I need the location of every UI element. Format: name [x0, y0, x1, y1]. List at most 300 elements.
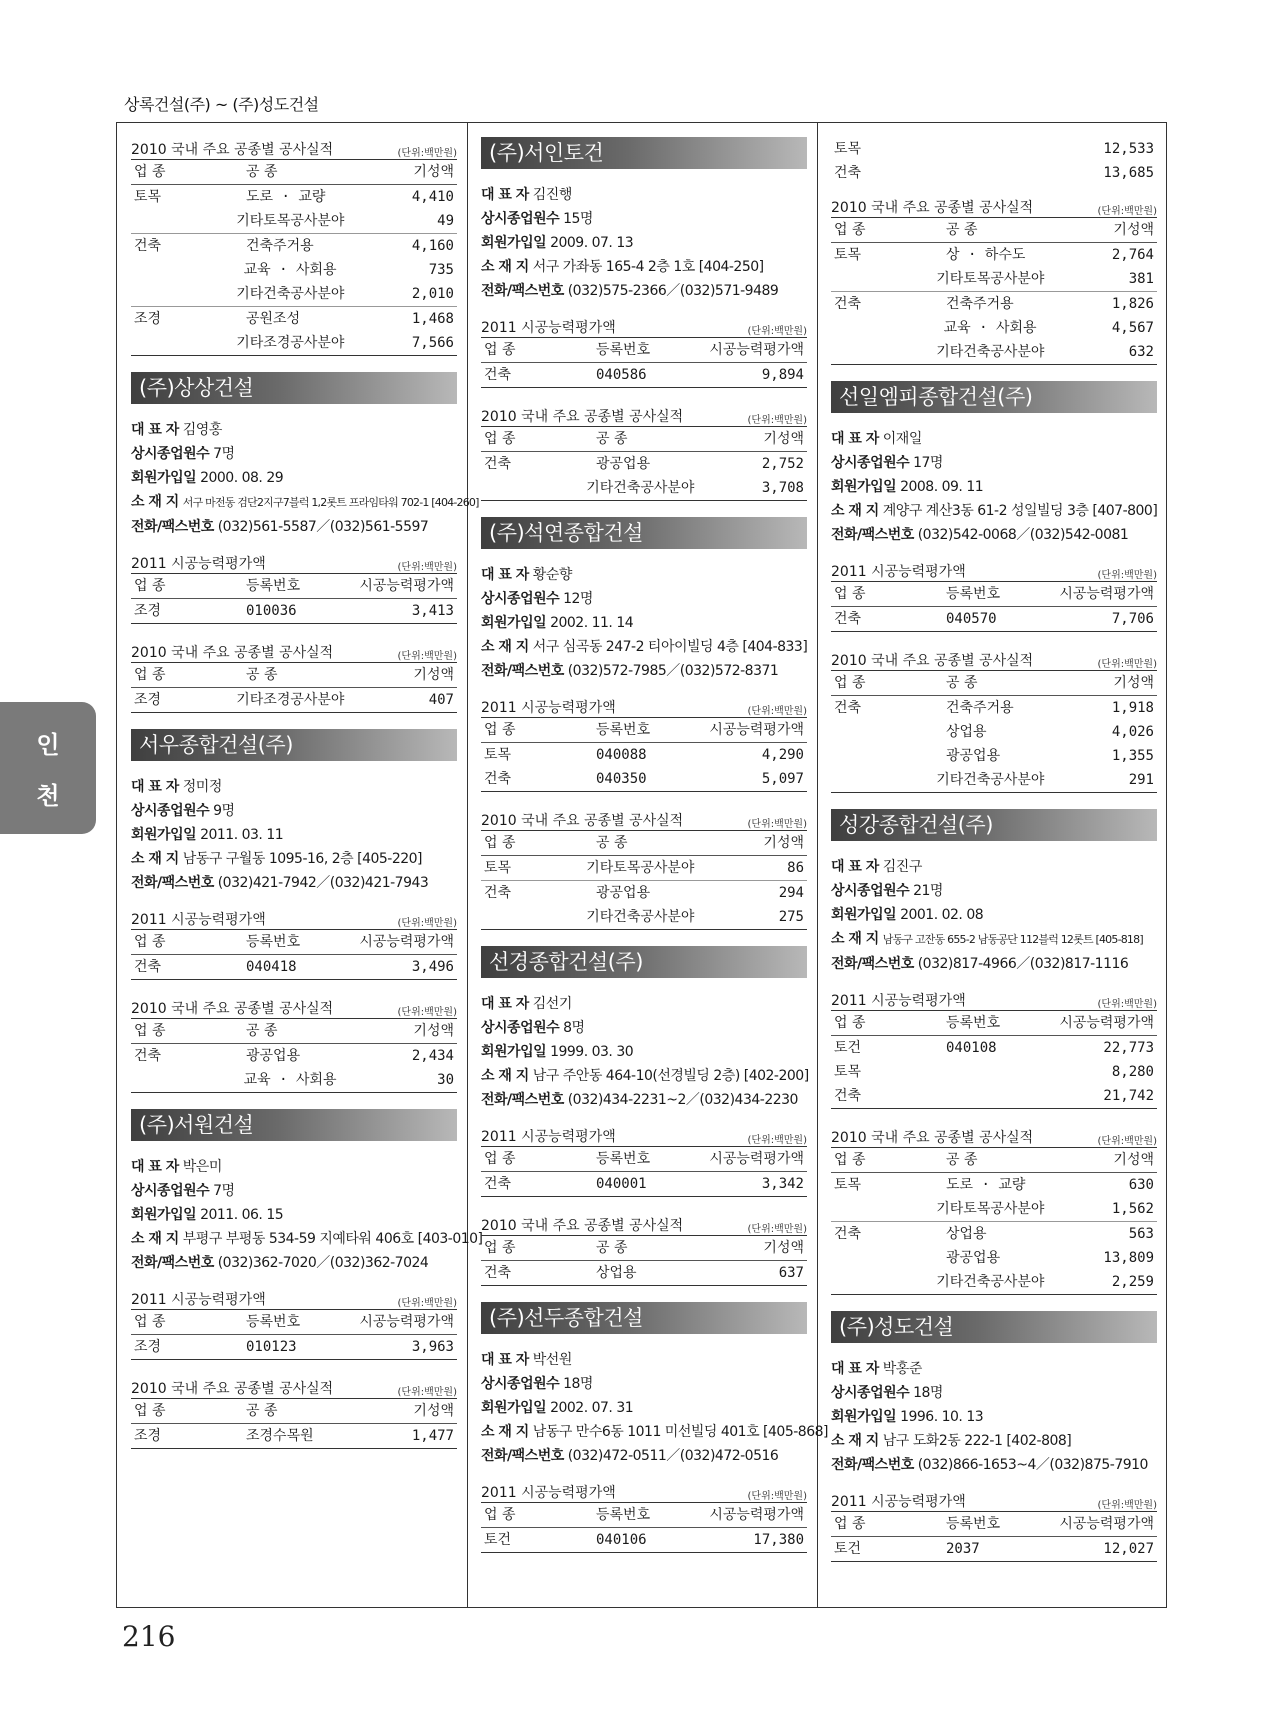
cell-amount: 9,894: [761, 367, 804, 383]
table-row: [131, 1068, 457, 1093]
cell-value: 광공업용: [246, 1048, 301, 1064]
unit-label: (단위:백만원): [397, 1007, 457, 1018]
cell-amount: 3,342: [761, 1176, 804, 1192]
table-row: [131, 1424, 457, 1449]
cell-amount: 13,809: [1103, 1250, 1154, 1266]
performance-table: [131, 137, 457, 356]
column-header: 공 종: [946, 222, 978, 238]
cell-value: 상업용: [946, 1226, 987, 1242]
performance-table: [831, 195, 1157, 365]
column-header: 업 종: [134, 578, 166, 594]
column-header: 기성액: [763, 1240, 804, 1256]
table-title: [481, 404, 807, 427]
cell-amount: 407: [428, 692, 454, 708]
column-header: 업 종: [834, 1152, 866, 1168]
table-title-text: 2011 시공능력평가액: [131, 556, 266, 572]
table-title-text: 2010 국내 주요 공종별 공사실적: [131, 142, 334, 158]
info-staff: [831, 879, 1157, 903]
table-header-row: [131, 1019, 457, 1044]
cell-type: [481, 905, 586, 929]
performance-table: [831, 648, 1157, 793]
info-label: 전화/팩스번호: [131, 1255, 214, 1271]
info-joined: [831, 1405, 1157, 1429]
info-rep: [831, 427, 1157, 451]
info-joined: [831, 903, 1157, 927]
info-addr: [481, 635, 807, 659]
cell-value: 광공업용: [946, 748, 1001, 764]
table-row: [831, 744, 1157, 768]
column-header: 업 종: [834, 1015, 866, 1031]
cell-amount: 13,685: [1103, 165, 1154, 181]
table-title: [481, 1124, 807, 1147]
column-3: [831, 137, 1157, 1578]
info-joined: [481, 611, 807, 635]
table-row: [481, 452, 807, 476]
column-header: 업 종: [834, 222, 866, 238]
company-name: (주)상상건설: [131, 372, 457, 404]
table-title: [131, 137, 457, 160]
table-row: [831, 720, 1157, 744]
info-label: 소 재 지: [831, 503, 879, 519]
column-header: 등록번호: [946, 1516, 1001, 1532]
cell-type: 토목: [834, 1177, 862, 1193]
info-label: 대 표 자: [481, 996, 529, 1012]
info-staff: [831, 451, 1157, 475]
table-row: [831, 1084, 1157, 1109]
company-entry: [831, 1311, 1157, 1562]
info-rep: [831, 855, 1157, 879]
company-info: [131, 1155, 483, 1275]
info-label: 상시종업원수: [481, 211, 560, 227]
company-info: [131, 418, 479, 539]
info-value: 8명: [563, 1020, 585, 1036]
company-name: 서우종합건설(주): [131, 729, 457, 761]
info-joined: [131, 823, 457, 847]
cell-type: 건축: [834, 611, 862, 627]
column-header: 공 종: [246, 164, 278, 180]
info-staff: [131, 442, 457, 466]
cell-value: 도로 · 교량: [246, 189, 326, 205]
cell-type: 토목: [484, 860, 512, 876]
table-row: [831, 1537, 1157, 1562]
column-header: 업 종: [134, 1023, 166, 1039]
company-entry: [831, 809, 1157, 1295]
table-row: [131, 1335, 457, 1360]
table-title: [831, 1125, 1157, 1148]
info-rep: [831, 1357, 1157, 1381]
cell-amount: 3,496: [411, 959, 454, 975]
table-row: [831, 292, 1157, 316]
info-value: 남구 도화2동 222-1 [402-808]: [882, 1433, 1072, 1449]
table-title-text: 2010 국내 주요 공종별 공사실적: [481, 813, 684, 829]
cell-amount: 49: [437, 213, 454, 229]
content-frame: [116, 122, 1167, 1608]
cell-type: 조경: [134, 311, 162, 327]
capacity-table: [131, 1287, 457, 1360]
info-label: 소 재 지: [131, 851, 179, 867]
cell-type: 조경: [134, 1428, 162, 1444]
table-header-row: [481, 1503, 807, 1528]
info-addr: [131, 847, 457, 871]
table-row: [831, 137, 1157, 161]
table-title-text: 2010 국내 주요 공종별 공사실적: [481, 409, 684, 425]
info-rep: [481, 183, 807, 207]
table-title: [131, 907, 457, 930]
cell-value: 040108: [946, 1040, 997, 1056]
cell-type: [131, 258, 244, 282]
cell-amount: 4,290: [761, 747, 804, 763]
column-header: 기성액: [1113, 222, 1154, 238]
cell-amount: 291: [1128, 772, 1154, 788]
company-entry: [131, 372, 479, 713]
cell-amount: 275: [778, 909, 804, 925]
table-header-row: [481, 338, 807, 363]
cell-value: 기타건축공사분야: [936, 1274, 1045, 1290]
cell-amount: 1,477: [411, 1428, 454, 1444]
table-row: [831, 1060, 1157, 1084]
cell-amount: 2,752: [761, 456, 804, 472]
cell-value: 기타토목공사분야: [936, 1201, 1045, 1217]
table-header-row: [481, 1147, 807, 1172]
info-phone: [131, 515, 457, 539]
info-label: 회원가입일: [831, 907, 897, 923]
info-label: 대 표 자: [481, 1352, 529, 1368]
info-rep: [131, 775, 457, 799]
table-row: [481, 1172, 807, 1197]
table-row: [831, 768, 1157, 793]
cell-type: [831, 720, 946, 744]
cell-type: [481, 476, 586, 500]
column-header: 업 종: [484, 722, 516, 738]
table-row: [131, 955, 457, 980]
table-title-text: 2011 시공능력평가액: [481, 1129, 616, 1145]
cell-value: [946, 161, 1034, 185]
cell-amount: 294: [778, 885, 804, 901]
info-label: 회원가입일: [481, 615, 547, 631]
cell-value: 교육 · 사회용: [243, 262, 337, 278]
table-title-text: 2010 국내 주요 공종별 공사실적: [131, 1001, 334, 1017]
table-title: [131, 996, 457, 1019]
column-header: 업 종: [134, 164, 166, 180]
info-value: 남구 주안동 464-10(선경빌딩 2층) [402-200]: [532, 1068, 809, 1084]
cell-amount: 563: [1128, 1226, 1154, 1242]
info-label: 상시종업원수: [481, 591, 560, 607]
cell-value: 기타토목공사분야: [936, 271, 1045, 287]
cell-amount: 12,533: [1103, 141, 1154, 157]
table-row: [131, 234, 457, 258]
cell-value: 건축주거용: [946, 700, 1014, 716]
table-title: [481, 1213, 807, 1236]
info-value: 1999. 03. 30: [550, 1044, 634, 1060]
table-title: [831, 1489, 1157, 1512]
performance-table: [481, 1213, 807, 1286]
cell-amount: 30: [437, 1072, 454, 1088]
info-phone: [831, 952, 1157, 976]
cell-value: 기타토목공사분야: [586, 860, 695, 876]
info-label: 회원가입일: [831, 1409, 897, 1425]
column-divider: [817, 123, 818, 1607]
column-header: 기성액: [763, 431, 804, 447]
info-rep: [481, 563, 807, 587]
performance-table: [131, 640, 457, 713]
info-value: 2009. 07. 13: [550, 235, 634, 251]
info-label: 상시종업원수: [131, 446, 210, 462]
info-value: (032)421-7942／(032)421-7943: [217, 875, 429, 891]
table-header-row: [131, 663, 457, 688]
cell-type: 토목: [484, 747, 512, 763]
cell-value: 기타건축공사분야: [586, 909, 695, 925]
info-value: 1996. 10. 13: [900, 1409, 984, 1425]
table-title-text: 2011 시공능력평가액: [481, 700, 616, 716]
cell-amount: 2,764: [1111, 247, 1154, 263]
cell-value: [946, 1060, 1034, 1084]
table-header-row: [481, 831, 807, 856]
table-header-row: [481, 718, 807, 743]
table-row: [831, 1270, 1157, 1295]
cell-type: [831, 267, 936, 291]
info-value: (032)572-7985／(032)572-8371: [567, 663, 779, 679]
info-value: 2002. 11. 14: [550, 615, 634, 631]
info-label: 상시종업원수: [481, 1020, 560, 1036]
info-value: 21명: [913, 883, 943, 899]
info-value: 7명: [213, 1183, 235, 1199]
cell-type: 건축: [484, 1176, 512, 1192]
info-label: 상시종업원수: [831, 1385, 910, 1401]
info-value: 서구 가좌동 165-4 2층 1호 [404-250]: [532, 259, 764, 275]
performance-table: [831, 1125, 1157, 1295]
table-title: [831, 988, 1157, 1011]
table-title-text: 2010 국내 주요 공종별 공사실적: [831, 200, 1034, 216]
capacity-table: [831, 1489, 1157, 1562]
unit-label: (단위:백만원): [397, 918, 457, 929]
cell-amount: 2,259: [1111, 1274, 1154, 1290]
info-phone: [481, 279, 807, 303]
cell-amount: 17,380: [753, 1532, 804, 1548]
info-joined: [831, 475, 1157, 499]
cell-value: 광공업용: [596, 885, 651, 901]
company-entry: [131, 729, 457, 1093]
info-label: 대 표 자: [831, 431, 879, 447]
column-header: 시공능력평가액: [709, 342, 804, 358]
table-row: [131, 258, 457, 282]
info-value: 2011. 03. 11: [200, 827, 284, 843]
table-row: [131, 1044, 457, 1068]
column-header: 공 종: [946, 675, 978, 691]
company-entry: [481, 946, 807, 1286]
unit-label: (단위:백만원): [1097, 1136, 1157, 1147]
cell-value: 040106: [596, 1532, 647, 1548]
info-value: 황순향: [532, 567, 572, 583]
cell-type: 토목: [134, 189, 162, 205]
cell-value: 교육 · 사회용: [243, 1072, 337, 1088]
cell-type: 건축: [834, 296, 862, 312]
unit-label: (단위:백만원): [397, 148, 457, 159]
table-row: [131, 307, 457, 331]
cell-type: 토목: [834, 141, 862, 157]
info-label: 전화/팩스번호: [481, 663, 564, 679]
cell-type: [831, 768, 936, 792]
info-value: 9명: [213, 803, 235, 819]
cell-amount: 8,280: [1111, 1064, 1154, 1080]
table-row: [831, 696, 1157, 720]
info-label: 전화/팩스번호: [831, 1457, 914, 1473]
table-row: [831, 243, 1157, 267]
cell-amount: 637: [778, 1265, 804, 1281]
cell-value: 기타건축공사분야: [936, 772, 1045, 788]
info-label: 소 재 지: [481, 259, 529, 275]
cell-type: 건축: [134, 238, 162, 254]
column-header: 시공능력평가액: [1059, 1015, 1154, 1031]
column-header: 시공능력평가액: [359, 578, 454, 594]
info-value: 2008. 09. 11: [900, 479, 984, 495]
info-label: 대 표 자: [131, 779, 179, 795]
column-header: 업 종: [134, 1403, 166, 1419]
cell-type: 건축: [484, 367, 512, 383]
column-header: 시공능력평가액: [1059, 586, 1154, 602]
table-row: [831, 340, 1157, 365]
column-header: 기성액: [1113, 1152, 1154, 1168]
company-info: [131, 775, 457, 895]
company-entry: [831, 381, 1157, 793]
cell-value: 도로 · 교량: [946, 1177, 1026, 1193]
table-header-row: [131, 1399, 457, 1424]
info-joined: [131, 466, 457, 490]
cell-amount: 4,160: [411, 238, 454, 254]
column-header: 업 종: [834, 586, 866, 602]
info-value: 박은미: [182, 1159, 222, 1175]
column-header: 업 종: [484, 431, 516, 447]
capacity-table: [131, 907, 457, 980]
cell-value: 기타조경공사분야: [236, 335, 345, 351]
column-header: 공 종: [596, 835, 628, 851]
column-header: 기성액: [1113, 675, 1154, 691]
column-header: 공 종: [246, 1023, 278, 1039]
info-value: (032)542-0068／(032)542-0081: [917, 527, 1129, 543]
continued-capacity-rows: [831, 137, 1157, 185]
cell-amount: 1,468: [411, 311, 454, 327]
table-title-text: 2010 국내 주요 공종별 공사실적: [131, 1381, 334, 1397]
unit-label: (단위:백만원): [1097, 659, 1157, 670]
cell-value: 040088: [596, 747, 647, 763]
info-value: 2001. 02. 08: [900, 907, 984, 923]
table-row: [831, 1222, 1157, 1246]
info-label: 대 표 자: [481, 187, 529, 203]
cell-value: 기타조경공사분야: [236, 692, 345, 708]
column-header: 업 종: [134, 934, 166, 950]
cell-amount: 86: [787, 860, 804, 876]
info-value: (032)434-2231~2／(032)434-2230: [567, 1092, 798, 1108]
company-info: [481, 992, 807, 1112]
company-name: 선일엠피종합건설(주): [831, 381, 1157, 413]
company-info: [831, 855, 1157, 976]
cell-value: 공원조성: [246, 311, 301, 327]
performance-table: [481, 404, 807, 501]
info-label: 회원가입일: [131, 827, 197, 843]
unit-label: (단위:백만원): [397, 1387, 457, 1398]
info-label: 상시종업원수: [831, 455, 910, 471]
info-label: 회원가입일: [131, 470, 197, 486]
column-header: 등록번호: [246, 578, 301, 594]
info-value: 17명: [913, 455, 943, 471]
info-value: (032)575-2366／(032)571-9489: [567, 283, 779, 299]
table-header-row: [131, 160, 457, 185]
cell-type: 건축: [834, 1088, 862, 1104]
cell-value: 2037: [946, 1541, 980, 1557]
info-addr: [481, 1420, 828, 1444]
info-value: 18명: [563, 1376, 593, 1392]
column-header: 시공능력평가액: [359, 1314, 454, 1330]
company-entry: [481, 1302, 828, 1553]
cell-amount: 22,773: [1103, 1040, 1154, 1056]
column-header: 시공능력평가액: [709, 722, 804, 738]
cell-type: 건축: [834, 165, 862, 181]
info-rep: [481, 992, 807, 1016]
info-label: 소 재 지: [481, 1424, 529, 1440]
capacity-table: [131, 551, 457, 624]
cell-amount: 1,826: [1111, 296, 1154, 312]
info-value: 남동구 고잔동 655-2 남동공단 112블럭 12롯트 [405-818]: [882, 933, 1143, 946]
company-name: (주)서인토건: [481, 137, 807, 169]
company-name: 성강종합건설(주): [831, 809, 1157, 841]
cell-type: [831, 316, 944, 340]
capacity-table: [831, 559, 1157, 632]
info-joined: [481, 231, 807, 255]
column-header: 업 종: [484, 835, 516, 851]
cell-type: 건축: [834, 700, 862, 716]
cell-amount: 21,742: [1103, 1088, 1154, 1104]
info-label: 대 표 자: [831, 859, 879, 875]
table-title-text: 2010 국내 주요 공종별 공사실적: [831, 1130, 1034, 1146]
cell-amount: 632: [1128, 344, 1154, 360]
table-row: [481, 881, 807, 905]
table-header-row: [481, 427, 807, 452]
table-title: [131, 1376, 457, 1399]
column-header: 기성액: [413, 1403, 454, 1419]
cell-amount: 1,355: [1111, 748, 1154, 764]
cell-type: 토건: [834, 1040, 862, 1056]
info-label: 대 표 자: [131, 1159, 179, 1175]
cell-value: 상 · 하수도: [946, 247, 1026, 263]
table-header-row: [831, 1148, 1157, 1173]
info-value: 서구 심곡동 247-2 티아이빌딩 4층 [404-833]: [532, 639, 808, 655]
cell-value: 040001: [596, 1176, 647, 1192]
info-value: (032)561-5587／(032)561-5597: [217, 519, 429, 535]
info-rep: [131, 1155, 457, 1179]
info-staff: [131, 1179, 457, 1203]
info-label: 상시종업원수: [131, 803, 210, 819]
region-tab: [0, 702, 96, 834]
column-header: 업 종: [484, 1240, 516, 1256]
info-value: (032)866-1653~4／(032)875-7910: [917, 1457, 1148, 1473]
info-addr: [831, 927, 1157, 952]
column-header: 시공능력평가액: [709, 1151, 804, 1167]
table-row: [481, 743, 807, 767]
column-header: 공 종: [246, 1403, 278, 1419]
cell-amount: 4,410: [411, 189, 454, 205]
cell-type: [831, 744, 946, 768]
cell-amount: 2,434: [411, 1048, 454, 1064]
info-label: 전화/팩스번호: [481, 283, 564, 299]
cell-amount: 5,097: [761, 771, 804, 787]
page-number: 216: [122, 1620, 176, 1653]
region-tab-char: 천: [36, 782, 60, 810]
company-entry: [131, 1109, 483, 1449]
table-title: [131, 640, 457, 663]
column-header: 시공능력평가액: [1059, 1516, 1154, 1532]
table-header-row: [831, 218, 1157, 243]
table-row: [481, 363, 807, 388]
info-phone: [831, 1453, 1157, 1477]
